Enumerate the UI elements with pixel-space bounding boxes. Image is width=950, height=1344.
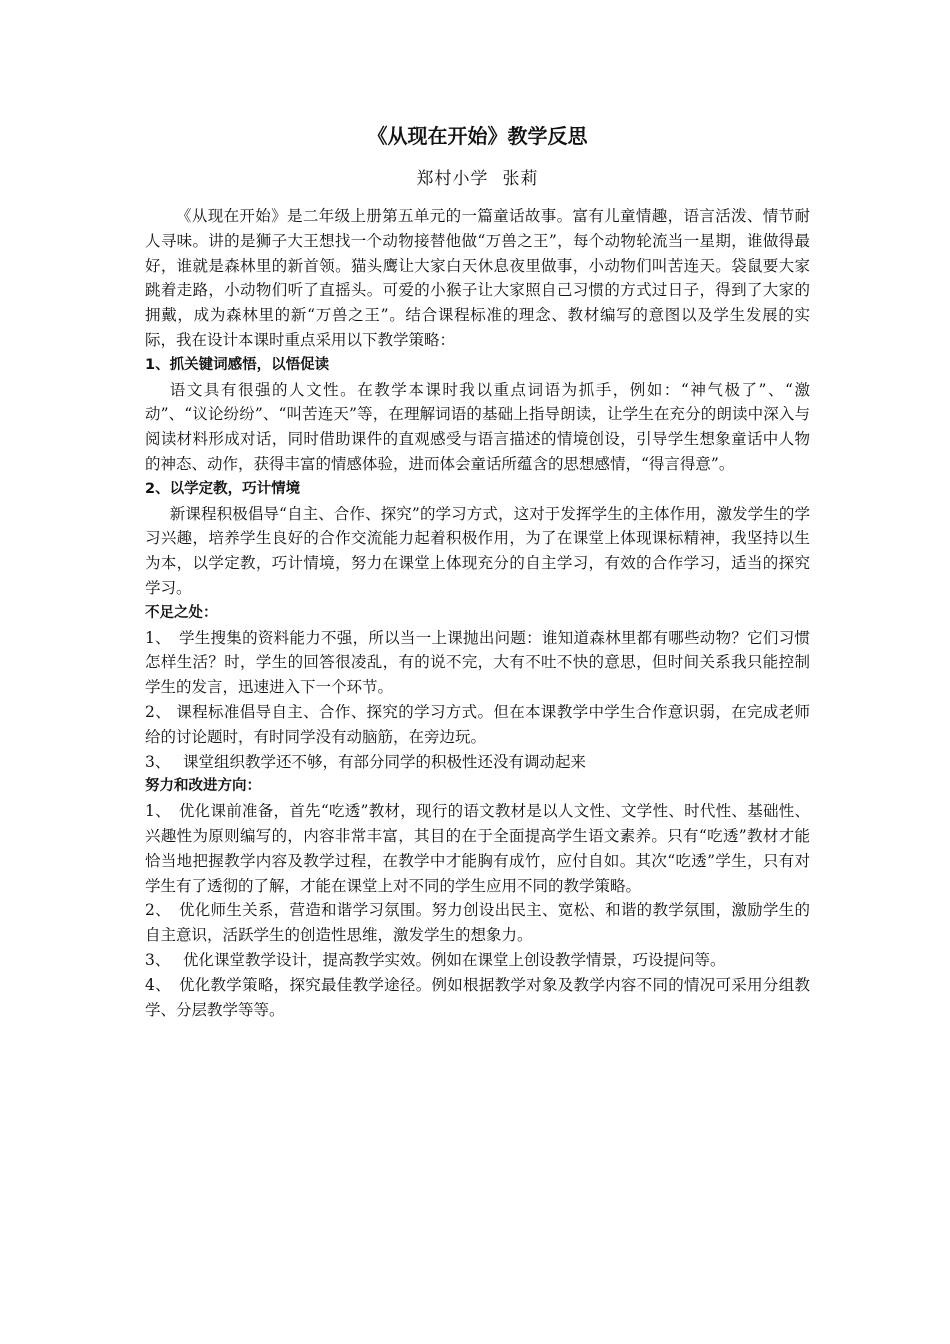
shortcoming-item-2: 2、 课程标准倡导自主、合作、探究的学习方式。但在本课教学中学生合作意识弱，在完成老师给的讨论题时，有时同学没有动脑筋，在旁边玩。 <box>145 702 810 746</box>
shortcomings-heading: 不足之处： <box>145 604 218 621</box>
improvement-item-2: 2、 优化师生关系，营造和谐学习氛围。努力创设出民主、宽松、和谐的教学氛围，激励学生的自主意识，活跃学生的创造性思维，激发学生的想象力。 <box>145 901 810 945</box>
section-heading-2: 2、以学定教，巧计情境 <box>145 480 301 497</box>
intro-paragraph: 《从现在开始》是二年级上册第五单元的一篇童话故事。富有儿童情趣，语言活泼、情节耐人寻味。讲的是狮子大王想找一个动物接替他做“万兽之王”，每个动物轮流当一星期，谁做得最好，谁就是森林里的新首领。猫头鹰让大家白天休息夜里做事，小动物们叫苦连天。袋鼠要大家跳着走路，小动物们听了直摇头。可爱的小猴子让大家照自己习惯的方式过日子，得到了大家的拥戴，成为森林里的新“万兽之王”。结合课程标准的理念、教材编写的意图以及学生发展的实际，我在设计本课时重点采用以下教学策略： <box>145 207 810 349</box>
improvement-item-1: 1、 优化课前准备，首先“吃透”教材，现行的语文教材是以人文性、文学性、时代性、基础性、兴趣性为原则编写的，内容非常丰富，其目的在于全面提高学生语文素养。只有“吃透”教材才能恰当地把握教学内容及教学过程，在教学中才能胸有成竹，应付自如。其次“吃透”学生，只有对学生有了透彻的了解，才能在课堂上对不同的学生应用不同的教学策略。 <box>145 802 810 895</box>
section-body-1: 语文具有很强的人文性。在教学本课时我以重点词语为抓手，例如：“神气极了”、“激动”、“议论纷纷”、“叫苦连天”等，在理解词语的基础上指导朗读，让学生在充分的朗读中深入与阅读材料形成对话，同时借助课件的直观感受与语言描述的情境创设，引导学生想象童话中人物的神态、动作，获得丰富的情感体验，进而体会童话所蕴含的思想感情，“得言得意”。 <box>145 380 810 473</box>
author-school: 郑村小学 <box>416 169 489 189</box>
improvements-heading: 努力和改进方向： <box>145 778 261 795</box>
shortcoming-item-3: 3、 课堂组织教学还不够，有部分同学的积极性还没有调动起来 <box>145 752 587 771</box>
author-line <box>145 164 810 194</box>
section-body-2: 新课程积极倡导“自主、合作、探究”的学习方式，这对于发挥学生的主体作用，激发学生的学习兴趣，培养学生良好的合作交流能力起着积极作用，为了在课堂上体现课标精神，我坚持以生为本，以学定教，巧计情境，努力在课堂上体现充分的自主学习，有效的合作学习，适当的探究学习。 <box>145 504 810 597</box>
document-page <box>145 118 810 1022</box>
section-heading-1: 1、抓关键词感悟，以悟促读 <box>145 356 330 373</box>
improvement-item-4: 4、 优化教学策略，探究最佳教学途径。例如根据教学对象及教学内容不同的情况可采用分组教学、分层教学等等。 <box>145 975 810 1019</box>
document-title: 《从现在开始》教学反思 <box>367 124 588 148</box>
improvement-item-3: 3、 优化课堂教学设计，提高教学实效。例如在课堂上创设教学情景，巧设提问等。 <box>145 950 726 969</box>
shortcoming-item-1: 1、 学生搜集的资料能力不强，所以当一上课抛出问题：谁知道森林里都有哪些动物？它们习惯怎样生活？时，学生的回答很凌乱，有的说不完，大有不吐不快的意思，但时间关系我只能控制学生的发言，迅速进入下一个环节。 <box>145 628 810 697</box>
author-name: 张莉 <box>502 169 539 189</box>
